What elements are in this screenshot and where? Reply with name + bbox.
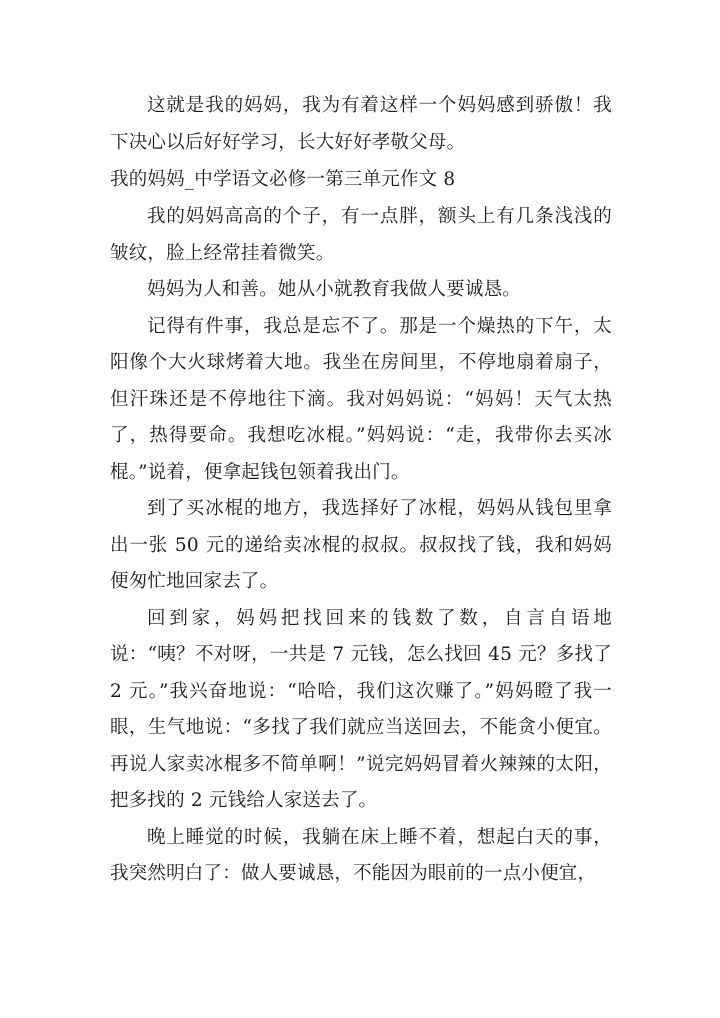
body-paragraph: 记得有件事，我总是忘不了。那是一个燥热的下午，太阳像个大火球烤着大地。我坐在房间里，不停地扇着扇子，但汗珠还是不停地往下滴。我对妈妈说：“妈妈！天气太热了，热得要命。我想吃冰棍。”妈妈说：“走，我带你去买冰棍。”说着，便拿起钱包领着我出门。 xyxy=(110,315,612,483)
document-page xyxy=(110,88,612,893)
section-title: 我的妈妈_中学语文必修一第三单元作文 8 xyxy=(110,169,456,190)
body-paragraph: 我的妈妈高高的个子，有一点胖，额头上有几条浅浅的皱纹，脸上经常挂着微笑。 xyxy=(110,206,612,264)
body-paragraph: 回到家，妈妈把找回来的钱数了数，自言自语地说：“咦？不对呀，一共是 7 元钱，怎么找回 45 元？多找了 2 元。”我兴奋地说：“哈哈，我们这次赚了。”妈妈瞪了我一眼，生气地说：“多找了我们就应当送回去，不能贪小便宜。再说人家卖冰棍多不简单啊！”说完妈妈冒着火辣辣的太阳，把多找的 2 元钱给人家送去了。 xyxy=(110,607,612,811)
body-paragraph: 妈妈为人和善。她从小就教育我做人要诚恳。 xyxy=(147,279,522,300)
intro-paragraph: 这就是我的妈妈，我为有着这样一个妈妈感到骄傲！我下决心以后好好学习，长大好好孝敬父母。 xyxy=(110,95,612,153)
body-paragraph: 到了买冰棍的地方，我选择好了冰棍，妈妈从钱包里拿出一张 50 元的递给卖冰棍的叔叔。叔叔找了钱，我和妈妈便匆忙地回家去了。 xyxy=(110,498,612,592)
body-paragraph: 晚上睡觉的时候，我躺在床上睡不着，想起白天的事，我突然明白了：做人要诚恳，不能因为眼前的一点小便宜， xyxy=(110,826,612,884)
